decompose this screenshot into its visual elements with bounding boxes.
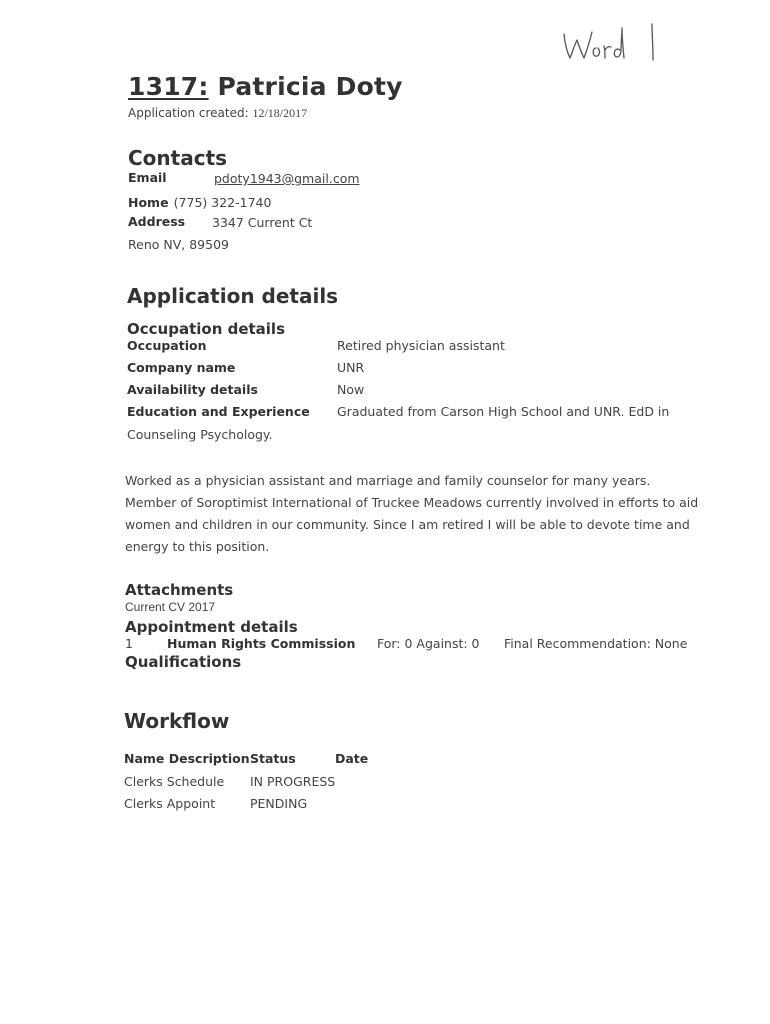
page-title <box>128 72 403 101</box>
application-details-heading: Application details <box>127 284 339 308</box>
email-label: Email <box>128 170 167 185</box>
appointment-board: Human Rights Commission <box>167 636 356 651</box>
occupation-label: Occupation <box>127 338 207 353</box>
workflow-heading: Workflow <box>124 709 230 733</box>
created-date: 12/18/2017 <box>252 106 308 120</box>
final-recommendation: Final Recommendation: None <box>504 636 688 651</box>
education-value-line2: Counseling Psychology. <box>127 427 273 442</box>
appointment-votes: For: 0 Against: 0 <box>377 636 480 651</box>
workflow-row-name: Clerks Schedule <box>124 774 225 789</box>
address-line1: 3347 Current Ct <box>212 215 313 230</box>
workflow-row-status: PENDING <box>250 796 308 811</box>
email-link[interactable]: pdoty1943@gmail.com <box>214 171 360 186</box>
application-number: 1317: <box>128 72 209 101</box>
appointment-index: 1 <box>125 636 133 651</box>
applicant-name: Patricia Doty <box>217 72 403 101</box>
appointment-details-heading: Appointment details <box>125 618 298 636</box>
education-value-line1: Graduated from Carson High School and UNR. EdD in <box>337 404 670 419</box>
contacts-heading: Contacts <box>128 146 228 170</box>
home-label: Home <box>128 195 169 210</box>
qualifications-heading: Qualifications <box>125 653 242 671</box>
attachments-heading: Attachments <box>125 581 234 599</box>
workflow-col-status: Status <box>250 751 296 766</box>
home-phone-value: (775) 322-1740 <box>173 195 272 210</box>
education-label: Education and Experience <box>127 404 310 419</box>
occupation-details-heading: Occupation details <box>127 320 286 338</box>
company-label: Company name <box>127 360 236 375</box>
occupation-value: Retired physician assistant <box>337 338 505 353</box>
workflow-row-name: Clerks Appoint <box>124 796 216 811</box>
workflow-col-name: Name Description <box>124 751 250 766</box>
workflow-col-date: Date <box>335 751 369 766</box>
attachment-file[interactable]: Current CV 2017 <box>125 600 216 614</box>
created-line <box>128 106 307 121</box>
address-line2: Reno NV, 89509 <box>128 237 229 252</box>
availability-label: Availability details <box>127 382 258 397</box>
availability-value: Now <box>337 382 365 397</box>
experience-statement: Worked as a physician assistant and marriage and family counselor for many years. Member of Soroptimist International of Truckee Meadows currently involved in efforts to aid women and children in our community. Since I am retired I will be able to devote time and energy to this position. <box>125 473 699 554</box>
address-label: Address <box>128 214 186 229</box>
workflow-row-status: IN PROGRESS <box>250 774 336 789</box>
company-value: UNR <box>337 360 365 375</box>
home-phone-row <box>128 192 271 211</box>
handwritten-note-drawing <box>560 10 670 70</box>
handwritten-note <box>560 10 670 70</box>
created-label: Application created: <box>128 106 249 120</box>
